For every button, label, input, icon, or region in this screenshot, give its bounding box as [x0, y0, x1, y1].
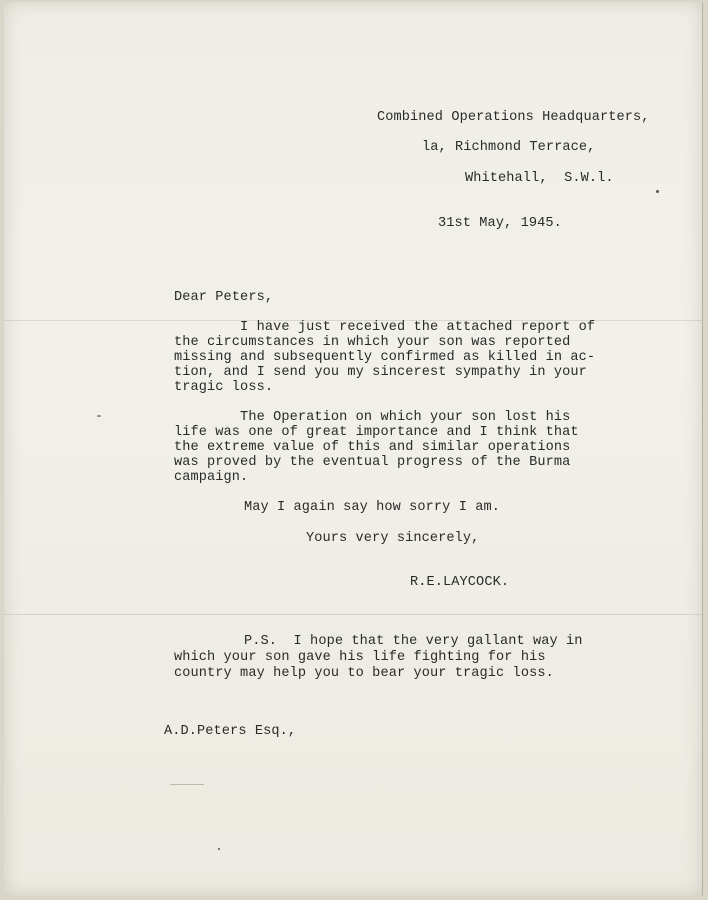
- letterhead-line-1: Combined Operations Headquarters,: [377, 110, 650, 125]
- paper-speck: [656, 190, 659, 193]
- text-line: life was one of great importance and I think that: [174, 425, 579, 440]
- addressee: A.D.Peters Esq.,: [164, 724, 297, 739]
- text-line: campaign.: [174, 470, 249, 485]
- text-line: The Operation on which your son lost his: [174, 410, 571, 425]
- text-line: was proved by the eventual progress of the Burma: [174, 455, 571, 470]
- letterhead-line-2: la, Richmond Terrace,: [422, 140, 596, 155]
- text-line: the extreme value of this and similar operations: [174, 440, 571, 455]
- fold-crease: [4, 614, 702, 615]
- letterhead-line-3: Whitehall, S.W.l.: [465, 171, 614, 186]
- text-line: missing and subsequently confirmed as killed in ac-: [174, 350, 596, 365]
- text-line: I have just received the attached report of: [174, 320, 596, 335]
- text-line: the circumstances in which your son was reported: [174, 335, 571, 350]
- text-line: which your son gave his life fighting for his: [174, 650, 546, 665]
- text-line: country may help you to bear your tragic loss.: [174, 666, 554, 681]
- letter-date: 31st May, 1945.: [438, 216, 562, 231]
- text-line: tragic loss.: [174, 380, 274, 395]
- faint-rule: [170, 784, 204, 785]
- closing: Yours very sincerely,: [306, 531, 480, 546]
- letter-sheet: [4, 2, 703, 896]
- signature: R.E.LAYCOCK.: [410, 575, 510, 590]
- text-line: P.S. I hope that the very gallant way in: [244, 634, 583, 649]
- paper-speck: [97, 415, 101, 417]
- text-line: tion, and I send you my sincerest sympathy in your: [174, 365, 587, 380]
- paragraph-3: May I again say how sorry I am.: [244, 500, 500, 515]
- paper-speck: [218, 848, 220, 850]
- salutation: Dear Peters,: [174, 290, 274, 305]
